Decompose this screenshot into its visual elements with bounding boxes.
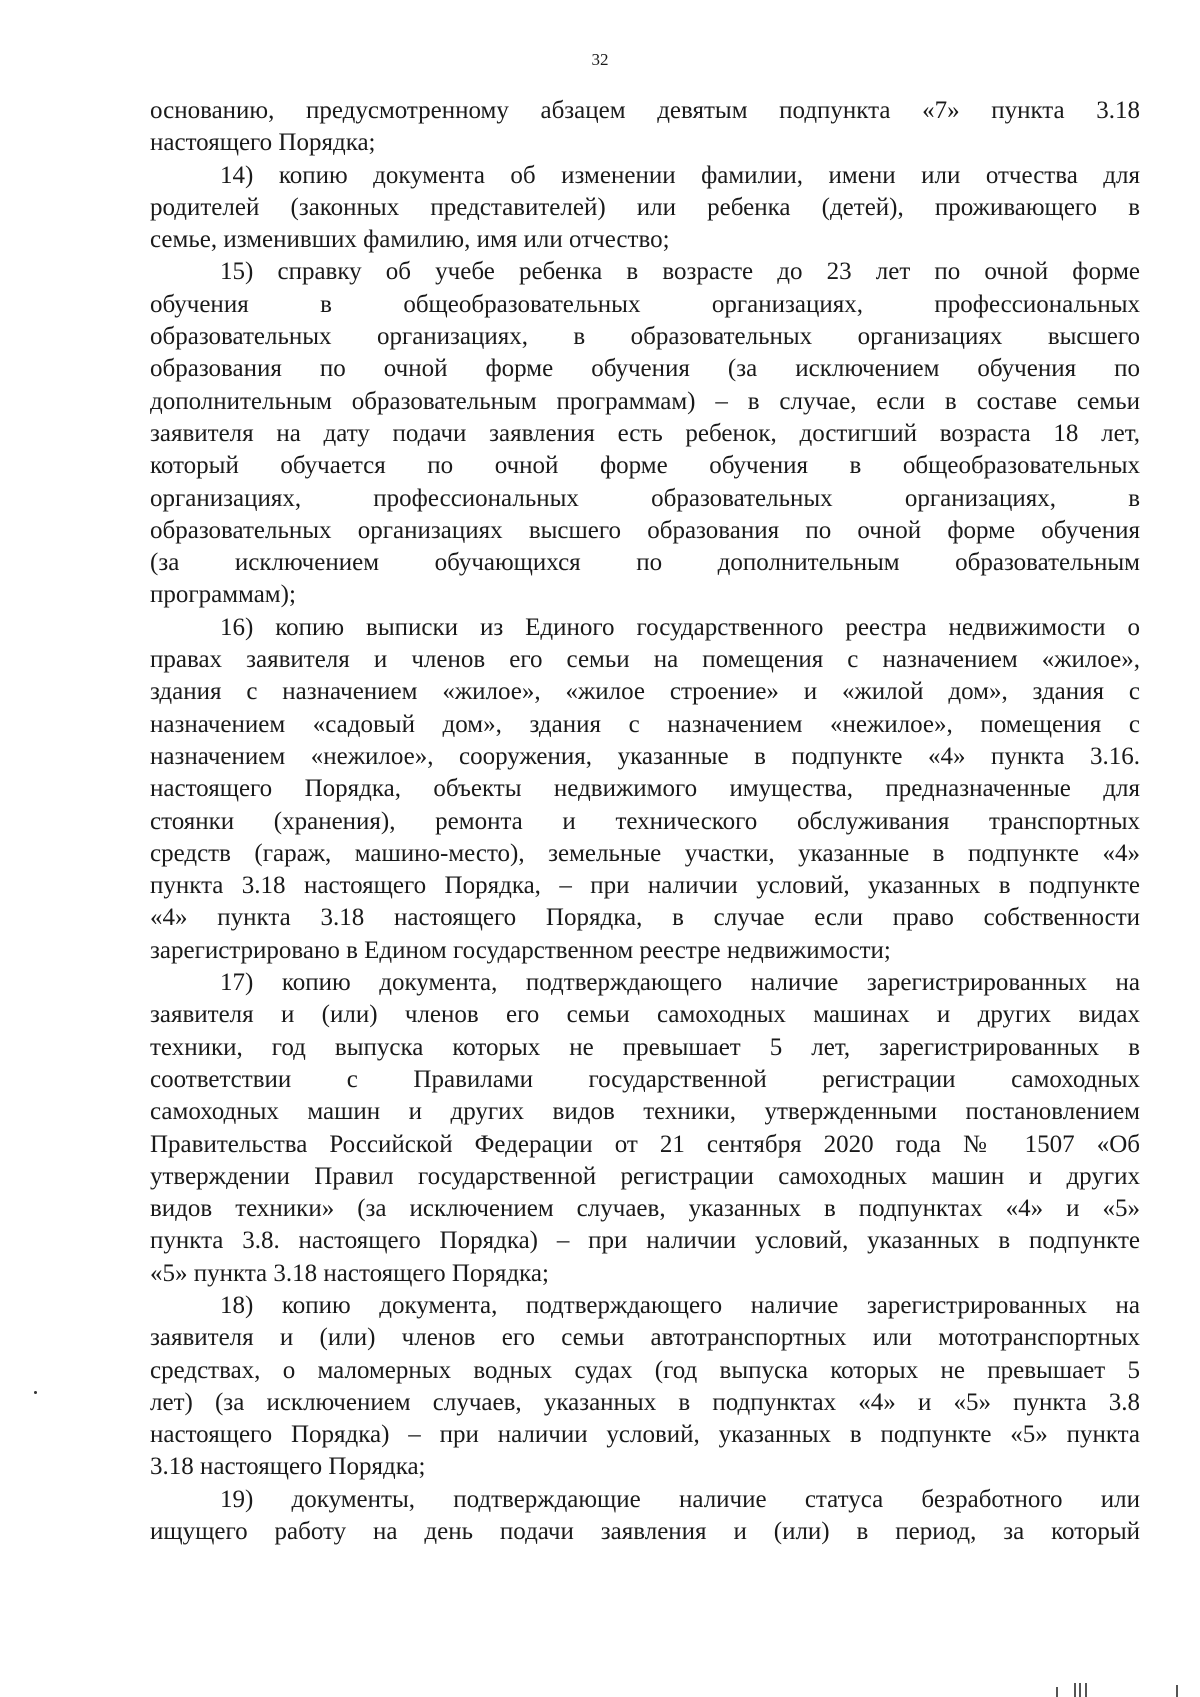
- text-line: 18) копию документа, подтверждающего наличие зарегистрированных на: [220, 1291, 1140, 1319]
- text-line: обучения в общеобразовательных организациях, профессиональных: [150, 290, 1140, 318]
- text-line: 3.18 настоящего Порядка;: [150, 1453, 426, 1481]
- text-line: 17) копию документа, подтверждающего наличие зарегистрированных на: [220, 969, 1140, 997]
- text-line: настоящего Порядка, объекты недвижимого имущества, предназначенные для: [150, 775, 1140, 803]
- text-line: программам);: [150, 581, 296, 609]
- text-line: Правительства Российской Федерации от 21 сентября 2020 года № 1507 «Об: [150, 1130, 1140, 1158]
- paragraph-p19: [150, 1484, 1140, 1549]
- text-line: образования по очной форме обучения (за исключением обучения по: [150, 355, 1140, 383]
- paragraph-p13-tail: [150, 95, 1140, 160]
- text-line: дополнительным образовательным программам) – в случае, если в составе семьи: [150, 387, 1140, 415]
- text-line: 14) копию документа об изменении фамилии, имени или отчества для: [220, 161, 1140, 189]
- paragraph-p15: [150, 256, 1140, 611]
- text-line: образовательных организациях, в образовательных организациях высшего: [150, 323, 1140, 351]
- text-line: назначением «садовый дом», здания с назначением «нежилое», помещения с: [150, 710, 1140, 738]
- scan-artifact-mark: [1176, 1685, 1178, 1697]
- page-number: 32: [591, 50, 609, 69]
- text-line: правах заявителя и членов его семьи на помещения с назначением «жилое»,: [150, 646, 1140, 674]
- text-line: техники, год выпуска которых не превышает 5 лет, зарегистрированных в: [150, 1033, 1140, 1061]
- text-line: «4» пункта 3.18 настоящего Порядка, в случае если право собственности: [150, 904, 1140, 932]
- text-line: ищущего работу на день подачи заявления и (или) в период, за который: [150, 1518, 1140, 1546]
- text-line: лет) (за исключением случаев, указанных в подпунктах «4» и «5» пункта 3.8: [150, 1388, 1140, 1416]
- text-line: самоходных машин и других видов техники, утвержденными постановлением: [150, 1098, 1140, 1126]
- text-line: средствах, о маломерных водных судах (год выпуска которых не превышает 5: [150, 1356, 1140, 1384]
- text-line: зарегистрировано в Едином государственном реестре недвижимости;: [150, 936, 891, 964]
- text-line: видов техники» (за исключением случаев, указанных в подпунктах «4» и «5»: [150, 1195, 1140, 1223]
- text-line: 15) справку об учебе ребенка в возрасте до 23 лет по очной форме: [220, 258, 1140, 286]
- text-line: организациях, профессиональных образовательных организациях, в: [150, 484, 1140, 512]
- paragraph-p14: [150, 160, 1140, 257]
- text-line: средств (гараж, машино-место), земельные участки, указанные в подпункте «4»: [150, 839, 1140, 867]
- text-line: пункта 3.8. настоящего Порядка) – при наличии условий, указанных в подпункте: [150, 1227, 1140, 1255]
- text-line: заявителя на дату подачи заявления есть ребенок, достигший возраста 18 лет,: [150, 419, 1140, 447]
- text-line: (за исключением обучающихся по дополнительным образовательным: [150, 549, 1140, 577]
- paragraph-p18: [150, 1290, 1140, 1484]
- text-line: заявителя и (или) членов его семьи автотранспортных или мототранспортных: [150, 1324, 1140, 1352]
- text-line: настоящего Порядка) – при наличии условий, указанных в подпункте «5» пункта: [150, 1421, 1140, 1449]
- text-line: основанию, предусмотренному абзацем девятым подпункта «7» пункта 3.18: [150, 97, 1140, 124]
- text-line: соответствии с Правилами государственной регистрации самоходных: [150, 1065, 1140, 1093]
- text-line: 16) копию выписки из Единого государственного реестра недвижимости о: [220, 613, 1140, 641]
- scan-artifact-mark: [1074, 1683, 1076, 1697]
- text-line: 19) документы, подтверждающие наличие статуса безработного или: [220, 1485, 1140, 1513]
- text-line: пункта 3.18 настоящего Порядка, – при наличии условий, указанных в подпункте: [150, 872, 1140, 900]
- text-line: образовательных организациях высшего образования по очной форме обучения: [150, 516, 1140, 544]
- scan-artifact-dot: [34, 1391, 37, 1394]
- text-line: стоянки (хранения), ремонта и технического обслуживания транспортных: [150, 807, 1140, 835]
- text-line: утверждении Правил государственной регистрации самоходных машин и других: [150, 1162, 1140, 1190]
- text-line: назначением «нежилое», сооружения, указанные в подпункте «4» пункта 3.16.: [150, 742, 1140, 770]
- text-line: здания с назначением «жилое», «жилое строение» и «жилой дом», здания с: [150, 678, 1140, 706]
- text-line: который обучается по очной форме обучения в общеобразовательных: [150, 452, 1140, 480]
- paragraph-p17: [150, 967, 1140, 1290]
- text-line: родителей (законных представителей) или ребенка (детей), проживающего в: [150, 193, 1140, 221]
- scan-artifact-mark: [1079, 1683, 1081, 1697]
- paragraph-p16: [150, 612, 1140, 967]
- text-line: настоящего Порядка;: [150, 129, 376, 157]
- scan-artifact-mark: [1056, 1687, 1058, 1697]
- text-line: семье, изменивших фамилию, имя или отчество;: [150, 226, 670, 254]
- text-line: «5» пункта 3.18 настоящего Порядка;: [150, 1259, 549, 1287]
- document-body: [150, 95, 1140, 1548]
- scan-artifact-mark: [1085, 1683, 1087, 1697]
- text-line: заявителя и (или) членов его семьи самоходных машинах и других видах: [150, 1001, 1140, 1029]
